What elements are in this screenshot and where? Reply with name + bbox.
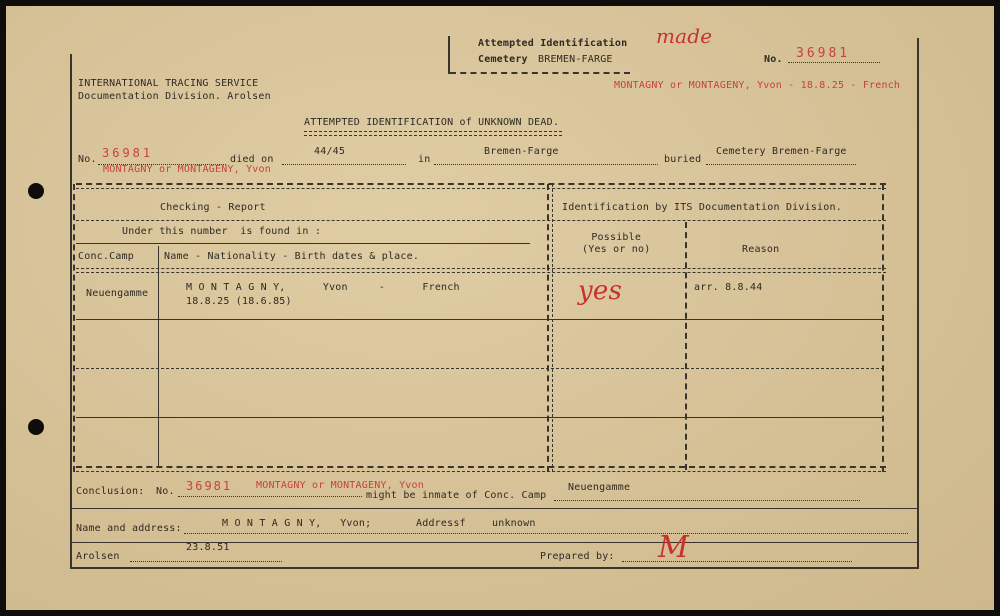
table-camp-divider: [158, 246, 159, 468]
record-no-value: 36981: [102, 146, 154, 160]
top-box-no-dots: [788, 62, 880, 63]
name-address-address-value: unknown: [492, 518, 536, 529]
top-box-left: [448, 36, 450, 74]
record-in-dots: [434, 164, 658, 165]
footer-date-dots: [130, 561, 282, 562]
top-box-bottom: [450, 72, 630, 74]
checking-report-label: Checking - Report: [160, 202, 266, 213]
footer-place: Arolsen: [76, 551, 120, 562]
title-underline-2: [304, 135, 562, 136]
row-name-line-2: 18.8.25 (18.6.85): [186, 296, 292, 307]
header-rule-2: [76, 243, 530, 244]
table-right: [882, 184, 884, 472]
record-buried-dots: [706, 164, 856, 165]
conclusion-rule: [70, 508, 918, 509]
name-address-label: Name and address:: [76, 523, 182, 534]
row-name-line-1: M O N T A G N Y, Yvon - French: [186, 282, 460, 293]
record-died-dots: [282, 164, 406, 165]
row-possible: yes: [578, 276, 623, 306]
footer-prepared-label: Prepared by:: [540, 551, 615, 562]
footer-date: 23.8.51: [186, 542, 230, 553]
record-buried-value: Cemetery Bremen-Farge: [716, 146, 847, 157]
document-title: ATTEMPTED IDENTIFICATION of UNKNOWN DEAD.: [304, 117, 560, 128]
org-line-1: INTERNATIONAL TRACING SERVICE: [78, 78, 259, 89]
made-note: made: [656, 24, 713, 48]
conclusion-camp: Neuengamme: [568, 482, 631, 493]
conclusion-name: MONTAGNY or MONTAGENY, Yvon: [256, 480, 424, 491]
under-number-label: Under this number is found in :: [122, 226, 322, 237]
conclusion-label: Conclusion:: [76, 486, 145, 497]
name-address-dots: [184, 533, 908, 534]
frame-bottom: [70, 567, 919, 569]
table-mid: [547, 184, 549, 472]
name-address-address-label: Addressf: [416, 518, 466, 529]
col-name-header: Name - Nationality - Birth dates & place.: [164, 251, 420, 262]
name-address-name: M O N T A G N Y, Yvon;: [222, 518, 372, 529]
top-box-cemetery-label: Cemetery: [478, 54, 528, 65]
table-possible-divider: [685, 222, 687, 470]
row-rule-1: [76, 319, 884, 320]
org-line-2: Documentation Division. Arolsen: [78, 91, 271, 102]
frame-right: [917, 38, 919, 568]
title-underline: [304, 131, 562, 132]
conclusion-no-label: No.: [156, 486, 175, 497]
col-possible-header: Possible (Yes or no): [582, 232, 651, 255]
footer-prepared-dots: [622, 561, 852, 562]
row-rule-2: [76, 368, 884, 369]
conclusion-might-be: might be inmate of Conc. Camp: [366, 490, 547, 501]
table-mid-2: [552, 184, 553, 472]
row-rule-3: [76, 417, 884, 418]
frame-left: [70, 54, 72, 568]
document-card: [6, 6, 994, 610]
record-in-value: Bremen-Farge: [484, 146, 559, 157]
conclusion-no-dots: [178, 496, 362, 497]
record-in-label: in: [418, 154, 431, 165]
signature: M: [658, 530, 689, 565]
header-rule-4: [76, 272, 886, 273]
record-died-value: 44/45: [314, 146, 346, 157]
record-died-label: died on: [230, 154, 274, 165]
conclusion-no-value: 36981: [186, 479, 233, 493]
subject-header: MONTAGNY or MONTAGENY, Yvon - 18.8.25 - French: [614, 80, 901, 91]
table-top-2: [76, 188, 886, 189]
record-name-value: MONTAGNY or MONTAGENY, Yvon: [103, 164, 271, 175]
table-top: [76, 183, 886, 185]
identification-header: Identification by ITS Documentation Division.: [562, 202, 842, 213]
col-reason-header: Reason: [742, 244, 780, 255]
row-reason: arr. 8.8.44: [694, 282, 763, 293]
top-box-cemetery-value: BREMEN-FARGE: [538, 54, 613, 65]
table-bottom-2: [76, 471, 886, 472]
table-bottom: [76, 466, 886, 468]
punch-hole-upper: [28, 183, 44, 199]
top-box-title: Attempted Identification: [478, 38, 628, 49]
top-box-no-label: No.: [764, 54, 783, 65]
col-camp-header: Conc.Camp: [78, 251, 134, 262]
header-rule-1: [76, 220, 886, 221]
top-box-no-value: 36981: [796, 46, 851, 61]
punch-hole-lower: [28, 419, 44, 435]
record-no-label: No.: [78, 154, 97, 165]
row-camp: Neuengamme: [86, 288, 149, 299]
header-rule-3: [76, 268, 886, 269]
conclusion-camp-dots: [554, 500, 860, 501]
table-left: [73, 184, 75, 472]
record-buried-label: buried: [664, 154, 702, 165]
